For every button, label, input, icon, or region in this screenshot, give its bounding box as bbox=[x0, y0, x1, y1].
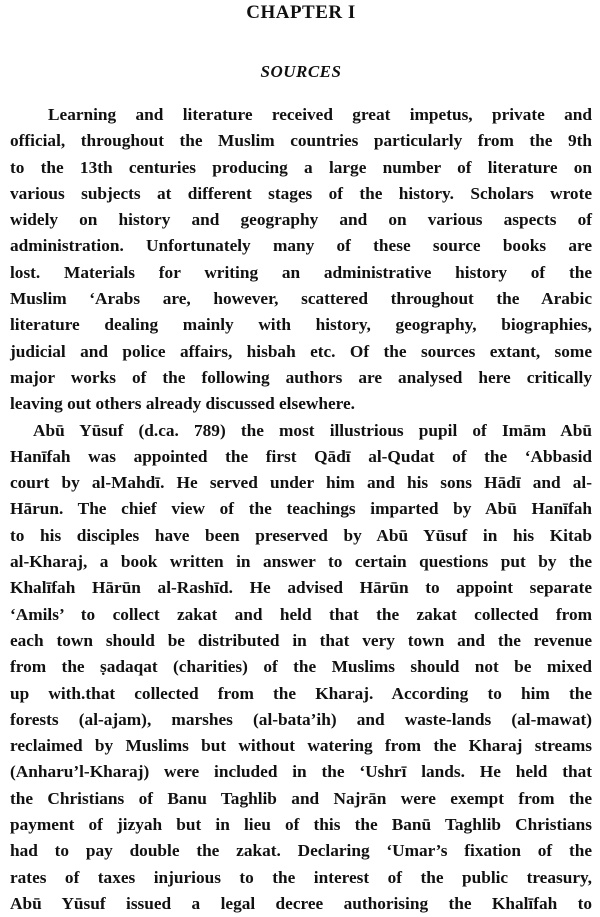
text-line: al-Kharaj, a book written in answer to certain questions put by the bbox=[10, 552, 592, 572]
section-title: SOURCES bbox=[260, 62, 342, 81]
text-line: reclaimed by Muslims but without watering from the Kharaj streams bbox=[10, 736, 592, 756]
text-line: widely on history and geography and on various aspects of bbox=[10, 210, 592, 230]
text-line: forests (al-ajam), marshes (al-bata’ih) and waste-lands (al-mawat) bbox=[10, 709, 592, 729]
text-line: Abū Yūsuf issued a legal decree authorising the Khalīfah to bbox=[10, 893, 592, 913]
text-line: official, throughout the Muslim countries particularly from the 9th bbox=[10, 131, 592, 151]
text-line: each town should be distributed in that very town and the revenue bbox=[10, 630, 592, 650]
text-line: various subjects at different stages of the history. Scholars wrote bbox=[10, 183, 592, 203]
text-line: up with.that collected from the Kharaj. According to him the bbox=[10, 683, 592, 703]
chapter-heading: CHAPTER I bbox=[246, 2, 356, 23]
text-line: the Christians of Banu Taghlib and Najrān were exempt from the bbox=[10, 788, 592, 808]
text-line: to his disciples have been preserved by Abū Yūsuf in his Kitab bbox=[10, 525, 592, 545]
text-line: leaving out others already discussed elsewhere. bbox=[10, 394, 355, 414]
text-line: from the ṣadaqat (charities) of the Muslims should not be mixed bbox=[10, 657, 592, 677]
text-line: judicial and police affairs, hisbah etc. Of the sources extant, some bbox=[10, 341, 592, 361]
body-text bbox=[10, 102, 592, 917]
text-line: lost. Materials for writing an administrative history of the bbox=[10, 262, 592, 282]
text-line: Hanīfah was appointed the first Qādī al-Qudat of the ‘Abbasid bbox=[10, 446, 592, 466]
text-line: court by al-Mahdī. He served under him and his sons Hādī and al- bbox=[10, 473, 592, 493]
text-line: administration. Unfortunately many of these source books are bbox=[10, 236, 592, 256]
paragraph-2 bbox=[10, 418, 592, 917]
paragraph-1 bbox=[10, 102, 592, 418]
text-line: ‘Amils’ to collect zakat and held that the zakat collected from bbox=[10, 604, 592, 624]
text-line: had to pay double the zakat. Declaring ‘Umar’s fixation of the bbox=[10, 841, 592, 861]
text-line: Learning and literature received great impetus, private and bbox=[48, 105, 592, 124]
text-line: Abū Yūsuf (d.ca. 789) the most illustrious pupil of Imām Abū bbox=[33, 420, 592, 440]
text-line: Khalīfah Hārūn al-Rashīd. He advised Hārūn to appoint separate bbox=[10, 578, 592, 598]
text-line: to the 13th centuries producing a large number of literature on bbox=[10, 157, 592, 177]
text-line: payment of jizyah but in lieu of this the Banū Taghlib Christians bbox=[10, 815, 592, 835]
text-line: rates of taxes injurious to the interest of the public treasury, bbox=[10, 867, 592, 887]
text-line: Muslim ‘Arabs are, however, scattered throughout the Arabic bbox=[10, 289, 592, 309]
text-line: literature dealing mainly with history, geography, biographies, bbox=[10, 315, 592, 335]
text-line: Hārun. The chief view of the teachings imparted by Abū Hanīfah bbox=[10, 499, 592, 519]
text-line: major works of the following authors are analysed here critically bbox=[10, 367, 592, 387]
text-line: (Anharu’l-Kharaj) were included in the ‘Ushrī lands. He held that bbox=[10, 762, 592, 782]
